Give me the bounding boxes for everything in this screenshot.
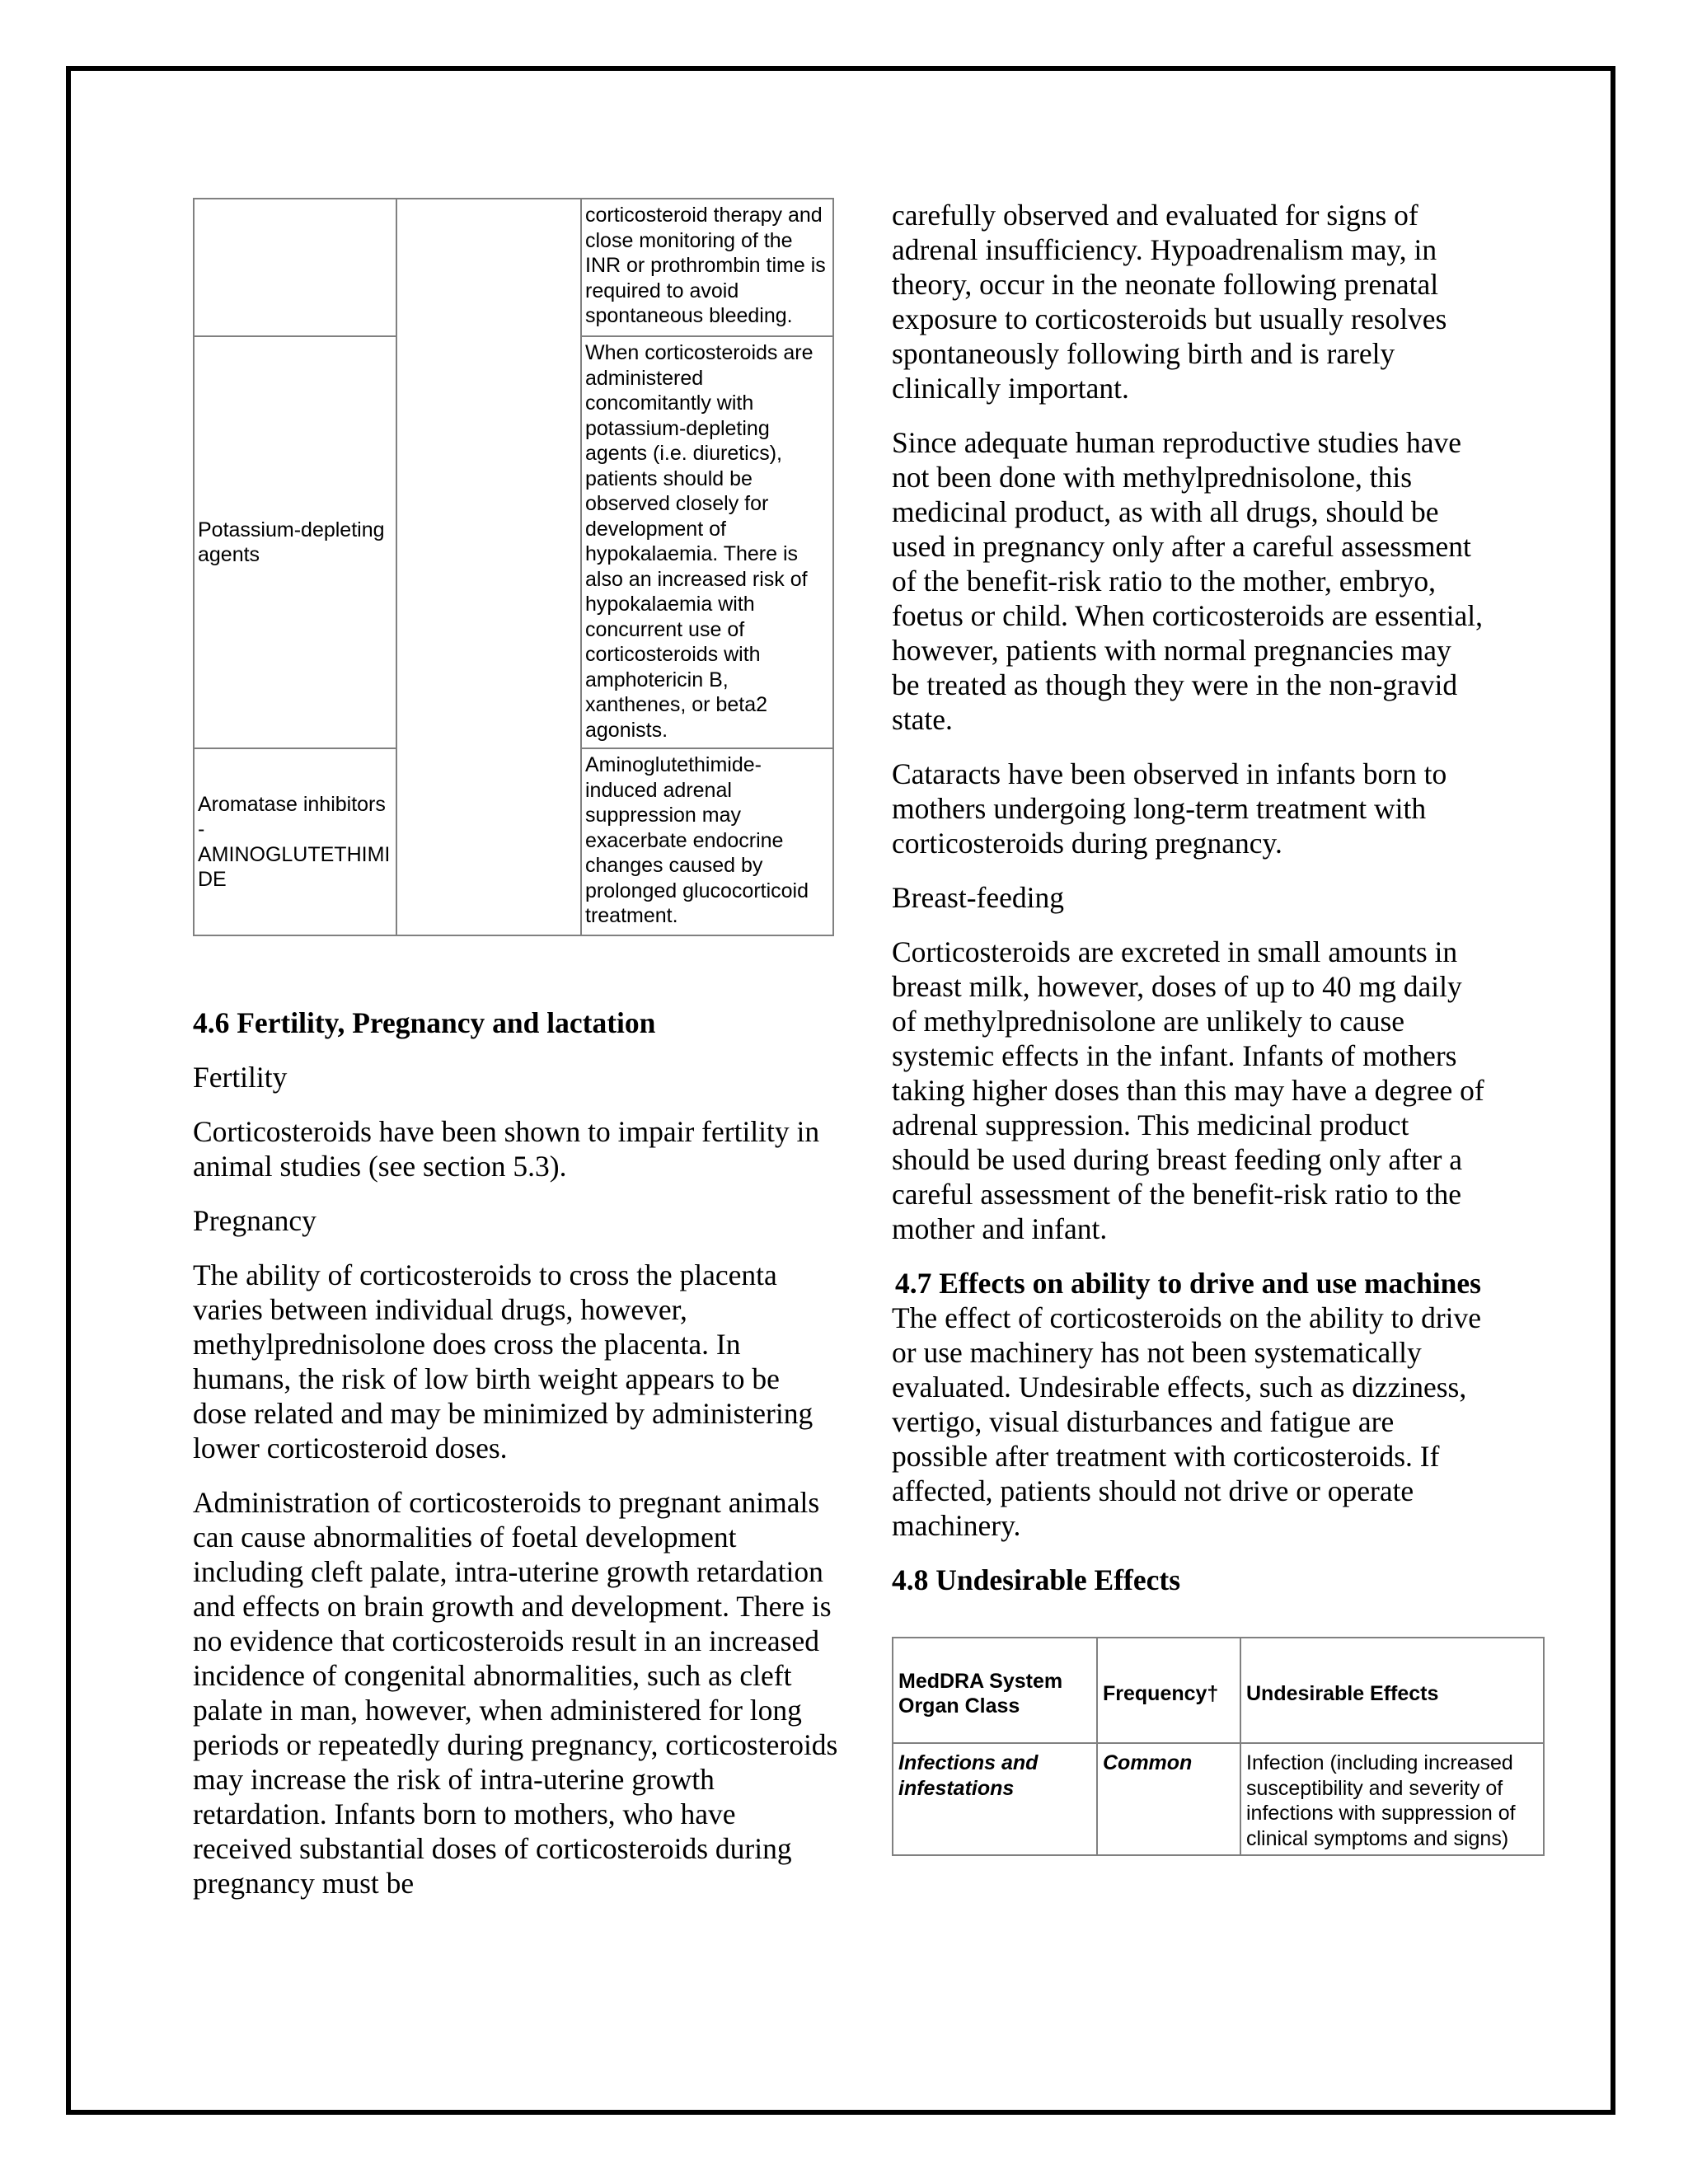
left-column [193, 198, 839, 1900]
paragraph: carefully observed and evaluated for signs of adrenal insufficiency. Hypoadrenalism may, in theory, occur in the neonate following prenatal exposure to corticosteroids but usually resolves spontaneously following birth and is rarely clinically important. [892, 199, 1447, 405]
agent-cell: Potassium-depleting agents [194, 336, 396, 748]
paragraph: Cataracts have been observed in infants born to mothers undergoing long-term treatment with corticosteroids during pregnancy. [892, 757, 1447, 860]
column-header: Undesirable Effects [1240, 1638, 1544, 1743]
paragraph: The effect of corticosteroids on the ability to drive or use machinery has not been systematically evaluated. Undesirable effects, such as dizziness, vertigo, visual disturbances and fatigue are possible after treatment with corticosteroids. If affected, patients should not drive or operate machinery. [892, 1301, 1482, 1542]
subheading-breast-feeding: Breast-feeding [892, 881, 1064, 914]
effect-cell: Aminoglutethimide-induced adrenal suppression may exacerbate endocrine changes caused by prolonged glucocorticoid treatment. [581, 748, 833, 935]
section-heading: 4.8 Undesirable Effects [892, 1563, 1181, 1596]
subheading-pregnancy: Pregnancy [193, 1204, 316, 1237]
agent-cell [194, 748, 396, 935]
table-row [893, 1743, 1544, 1855]
soc-cell: Infections and infestations [893, 1743, 1097, 1855]
subheading-fertility: Fertility [193, 1061, 288, 1094]
frequency-cell: Common [1097, 1743, 1240, 1855]
table-header-row [893, 1638, 1544, 1743]
column-header: Frequency† [1097, 1638, 1240, 1743]
interaction-table [193, 198, 834, 936]
agent-line: - [198, 818, 205, 841]
paragraph: Corticosteroids are excreted in small amounts in breast milk, however, doses of up to 40 mg daily of methylprednisolone are unlikely to cause systemic effects in the infant. Infants of mothers taking higher doses than this may have a degree of adrenal suppression. This medicinal product should be used during breast feeding only after a careful assessment of the benefit-risk ratio to the mother and infant. [892, 935, 1484, 1245]
paragraph: The ability of corticosteroids to cross the placenta varies between individual drugs, however, methylprednisolone does cross the placenta. In humans, the risk of low birth weight appears to be dose related and may be minimized by administering lower corticosteroid doses. [193, 1258, 814, 1465]
effect-cell: When corticosteroids are administered concomitantly with potassium-depleting agents (i.e. diuretics), patients should be observed closely for development of hypokalaemia. There is also an increased risk of hypokalaemia with concurrent use of corticosteroids with amphotericin B, xanthenes, or beta2 agonists. [581, 336, 833, 748]
table-row [194, 199, 833, 336]
paragraph: Corticosteroids have been shown to impair fertility in animal studies (see section 5.3). [193, 1115, 820, 1183]
agent-cell [194, 199, 396, 336]
effect-cell: Infection (including increased susceptibility and severity of infections with suppression of clinical symptoms and signs) [1240, 1743, 1544, 1855]
section-4-6 [193, 1005, 839, 1900]
agent-line: Aromatase inhibitors [198, 792, 386, 816]
section-heading: 4.7 Effects on ability to drive and use machines [895, 1267, 1481, 1300]
paragraph: Administration of corticosteroids to pregnant animals can cause abnormalities of foetal development including cleft palate, intra-uterine growth retardation and effects on brain growth and development. There is no evidence that corticosteroids result in an increased incidence of congenital abnormalities, such as cleft palate in man, however, when administered for long periods or repeatedly during pregnancy, corticosteroids may increase the risk of intra-uterine growth retardation. Infants born to mothers, who have received substantial doses of corticosteroids during pregnancy must be [193, 1486, 838, 1900]
effect-cell: corticosteroid therapy and close monitoring of the INR or prothrombin time is required to avoid spontaneous bleeding. [581, 199, 833, 336]
undesirable-effects-table [892, 1637, 1545, 1856]
paragraph: Since adequate human reproductive studies have not been done with methylprednisolone, this medicinal product, as with all drugs, should be used in pregnancy only after a careful assessment of the benefit-risk ratio to the mother, embryo, foetus or child. When corticosteroids are essential, however, patients with normal pregnancies may be treated as though they were in the non-gravid state. [892, 426, 1484, 736]
agent-line: AMINOGLUTETHIMIDE [198, 842, 391, 891]
section-heading: 4.6 Fertility, Pregnancy and lactation [193, 1006, 656, 1039]
right-column [892, 198, 1516, 1856]
blank-cell [396, 199, 581, 935]
column-header: MedDRA System Organ Class [893, 1638, 1097, 1743]
